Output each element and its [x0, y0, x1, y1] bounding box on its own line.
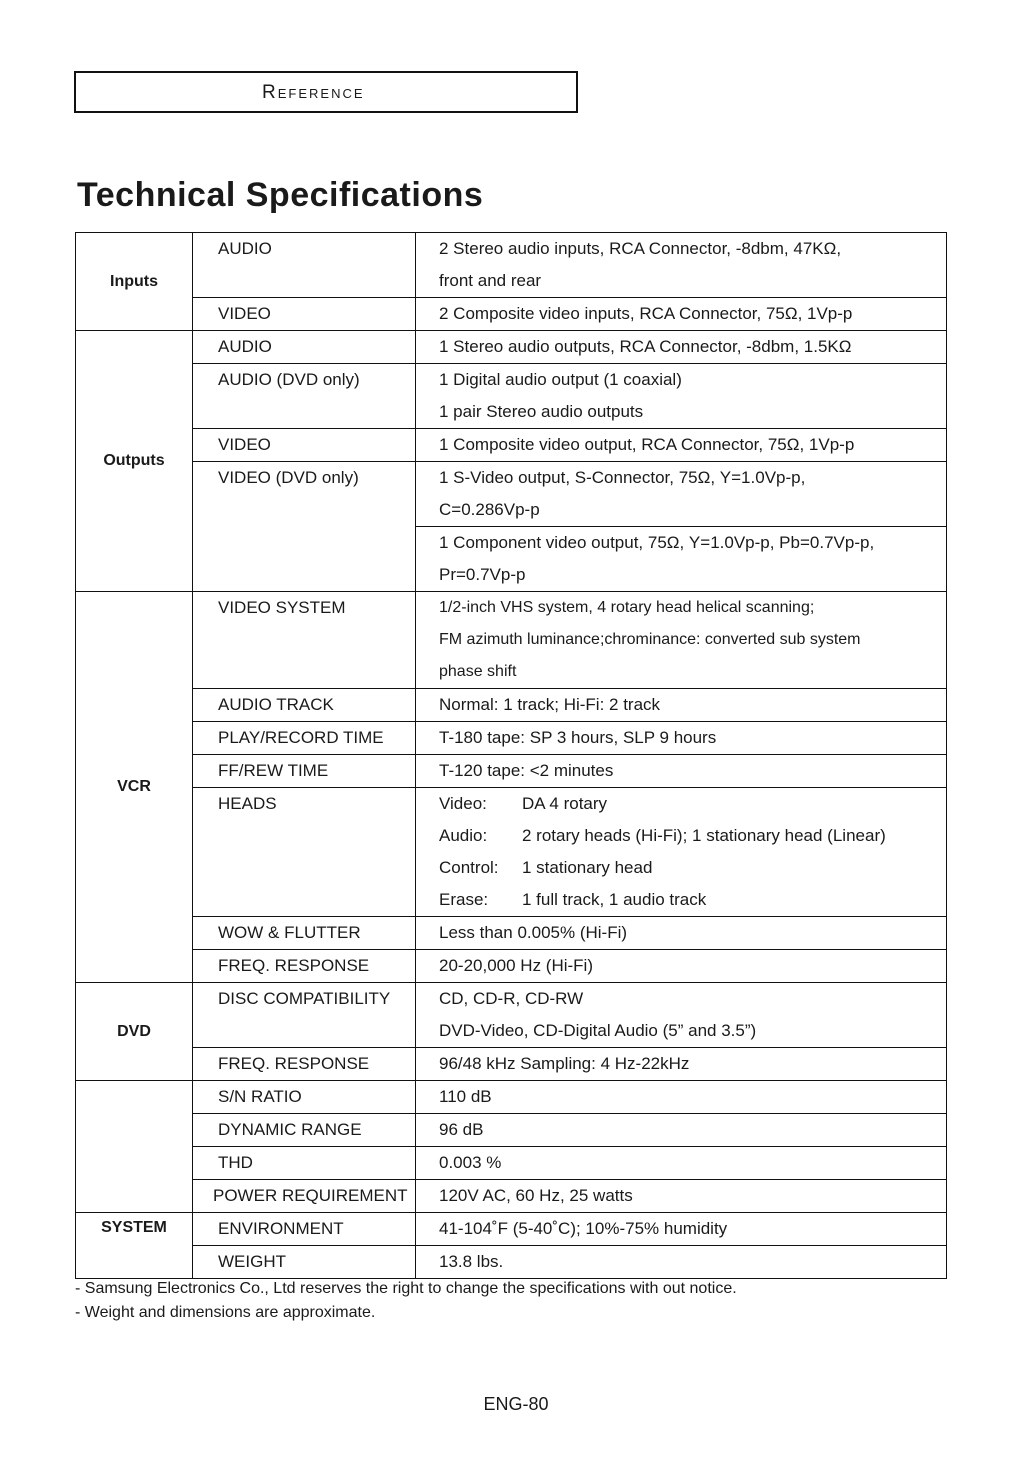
- param-cell: FREQ. RESPONSE: [193, 950, 416, 983]
- value-line: 96/48 kHz Sampling: 4 Hz-22kHz: [439, 1054, 690, 1073]
- value-cell: [416, 1246, 947, 1279]
- category-outputs: Outputs: [76, 331, 193, 592]
- heads-value: DA 4 rotary: [522, 794, 608, 813]
- table-row: [76, 462, 947, 527]
- value-line: 1 pair Stereo audio outputs: [439, 402, 644, 421]
- param-cell: WOW & FLUTTER: [193, 917, 416, 950]
- value-cell: [416, 722, 947, 755]
- value-line: 110 dB: [439, 1087, 492, 1106]
- value-line: 1 S-Video output, S-Connector, 75Ω, Y=1.0Vp-p,: [439, 468, 806, 487]
- value-cell: [416, 1081, 947, 1114]
- heads-item: [439, 788, 946, 820]
- value-cell: [416, 429, 947, 462]
- category-dvd: DVD: [76, 983, 193, 1081]
- heads-label: Audio:: [439, 826, 488, 845]
- table-row: [76, 788, 947, 917]
- table-row: [76, 1246, 947, 1279]
- value-line: Less than 0.005% (Hi-Fi): [439, 923, 628, 942]
- table-row: [76, 983, 947, 1048]
- value-cell: [416, 689, 947, 722]
- table-row: [76, 1114, 947, 1147]
- table-row: [76, 364, 947, 429]
- value-line: 1/2-inch VHS system, 4 rotary head helical scanning;: [439, 599, 815, 616]
- value-cell: [416, 331, 947, 364]
- param-cell: HEADS: [193, 788, 416, 917]
- value-cell: [416, 1180, 947, 1213]
- value-line: 2 Composite video inputs, RCA Connector, 75Ω, 1Vp-p: [439, 304, 853, 323]
- spec-table: [75, 232, 947, 1279]
- value-cell: [416, 233, 947, 298]
- value-cell: [416, 364, 947, 429]
- table-row: [76, 592, 947, 689]
- heads-item: [439, 884, 946, 916]
- table-row: [76, 917, 947, 950]
- param-cell: AUDIO (DVD only): [193, 364, 416, 429]
- value-line: 1 Composite video output, RCA Connector, 75Ω, 1Vp-p: [439, 435, 855, 454]
- table-row: [76, 755, 947, 788]
- value-line: FM azimuth luminance;chrominance: converted sub system: [439, 631, 861, 648]
- value-line: 1 Digital audio output (1 coaxial): [439, 370, 682, 389]
- value-line: Normal: 1 track; Hi-Fi: 2 track: [439, 695, 661, 714]
- category-inputs: Inputs: [76, 233, 193, 331]
- value-cell: [416, 527, 947, 592]
- footnote: - Samsung Electronics Co., Ltd reserves the right to change the specifications with out notice.: [75, 1280, 737, 1297]
- heads-label: Control:: [439, 858, 499, 877]
- param-cell: FREQ. RESPONSE: [193, 1048, 416, 1081]
- value-cell: [416, 755, 947, 788]
- value-cell: [416, 788, 947, 917]
- table-row: [76, 233, 947, 298]
- table-row: [76, 689, 947, 722]
- value-line: 1 Component video output, 75Ω, Y=1.0Vp-p, Pb=0.7Vp-p,: [439, 533, 875, 552]
- page-number: ENG-80: [483, 1394, 549, 1414]
- value-cell: [416, 592, 947, 689]
- param-cell: VIDEO SYSTEM: [193, 592, 416, 689]
- table-row: [76, 1180, 947, 1213]
- heads-label: Erase:: [439, 890, 489, 909]
- value-line: front and rear: [439, 271, 542, 290]
- heads-item: [439, 852, 946, 884]
- param-cell: PLAY/RECORD TIME: [193, 722, 416, 755]
- value-line: CD, CD-R, CD-RW: [439, 989, 584, 1008]
- param-cell: DYNAMIC RANGE: [193, 1114, 416, 1147]
- category-dvd-continued: [76, 1081, 193, 1213]
- value-line: C=0.286Vp-p: [439, 500, 540, 519]
- param-cell: VIDEO (DVD only): [193, 462, 416, 592]
- value-line: 20-20,000 Hz (Hi-Fi): [439, 956, 593, 975]
- value-cell: [416, 1114, 947, 1147]
- value-line: T-120 tape: <2 minutes: [439, 761, 614, 780]
- value-cell: [416, 1213, 947, 1246]
- table-row: [76, 429, 947, 462]
- value-line: 2 Stereo audio inputs, RCA Connector, -8dbm, 47KΩ,: [439, 239, 842, 258]
- value-line: 1 Stereo audio outputs, RCA Connector, -8dbm, 1.5KΩ: [439, 337, 852, 356]
- value-line: 96 dB: [439, 1120, 484, 1139]
- value-line: T-180 tape: SP 3 hours, SLP 9 hours: [439, 728, 717, 747]
- param-cell: POWER REQUIREMENT: [193, 1180, 416, 1213]
- value-line: 0.003 %: [439, 1153, 502, 1172]
- table-row: [76, 1081, 947, 1114]
- table-row: [76, 950, 947, 983]
- value-line: Pr=0.7Vp-p: [439, 565, 526, 584]
- param-cell: DISC COMPATIBILITY: [193, 983, 416, 1048]
- value-cell: [416, 298, 947, 331]
- value-line: 13.8 lbs.: [439, 1252, 504, 1271]
- value-cell: [416, 1147, 947, 1180]
- table-row: [76, 298, 947, 331]
- param-cell: THD: [193, 1147, 416, 1180]
- footnotes: [75, 1277, 737, 1325]
- param-cell: AUDIO: [193, 331, 416, 364]
- table-row: [76, 722, 947, 755]
- param-cell: VIDEO: [193, 298, 416, 331]
- category-system: SYSTEM: [76, 1213, 193, 1279]
- heads-item: [439, 820, 946, 852]
- value-cell: [416, 1048, 947, 1081]
- value-line: DVD-Video, CD-Digital Audio (5” and 3.5”): [439, 1021, 757, 1040]
- param-cell: FF/REW TIME: [193, 755, 416, 788]
- value-cell: [416, 983, 947, 1048]
- param-cell: VIDEO: [193, 429, 416, 462]
- param-cell: ENVIRONMENT: [193, 1213, 416, 1246]
- value-cell: [416, 462, 947, 527]
- heads-label: Video:: [439, 794, 487, 813]
- heads-value: 2 rotary heads (Hi-Fi); 1 stationary head (Linear): [522, 826, 886, 845]
- param-cell: AUDIO: [193, 233, 416, 298]
- section-header-box: [74, 71, 578, 113]
- table-row: [76, 1147, 947, 1180]
- footnote: - Weight and dimensions are approximate.: [75, 1304, 376, 1321]
- heads-value: 1 full track, 1 audio track: [522, 890, 707, 909]
- page-title: Technical Specifications: [77, 176, 484, 214]
- value-line: 120V AC, 60 Hz, 25 watts: [439, 1186, 633, 1205]
- param-cell: WEIGHT: [193, 1246, 416, 1279]
- table-row: [76, 1213, 947, 1246]
- param-cell: AUDIO TRACK: [193, 689, 416, 722]
- value-cell: [416, 917, 947, 950]
- param-cell: S/N RATIO: [193, 1081, 416, 1114]
- section-header-label: Reference: [262, 82, 365, 103]
- category-vcr: VCR: [76, 592, 193, 983]
- value-line: 41-104˚F (5-40˚C); 10%-75% humidity: [439, 1219, 728, 1238]
- table-row: [76, 331, 947, 364]
- value-line: phase shift: [439, 663, 517, 680]
- table-row: [76, 1048, 947, 1081]
- heads-value: 1 stationary head: [522, 858, 653, 877]
- value-cell: [416, 950, 947, 983]
